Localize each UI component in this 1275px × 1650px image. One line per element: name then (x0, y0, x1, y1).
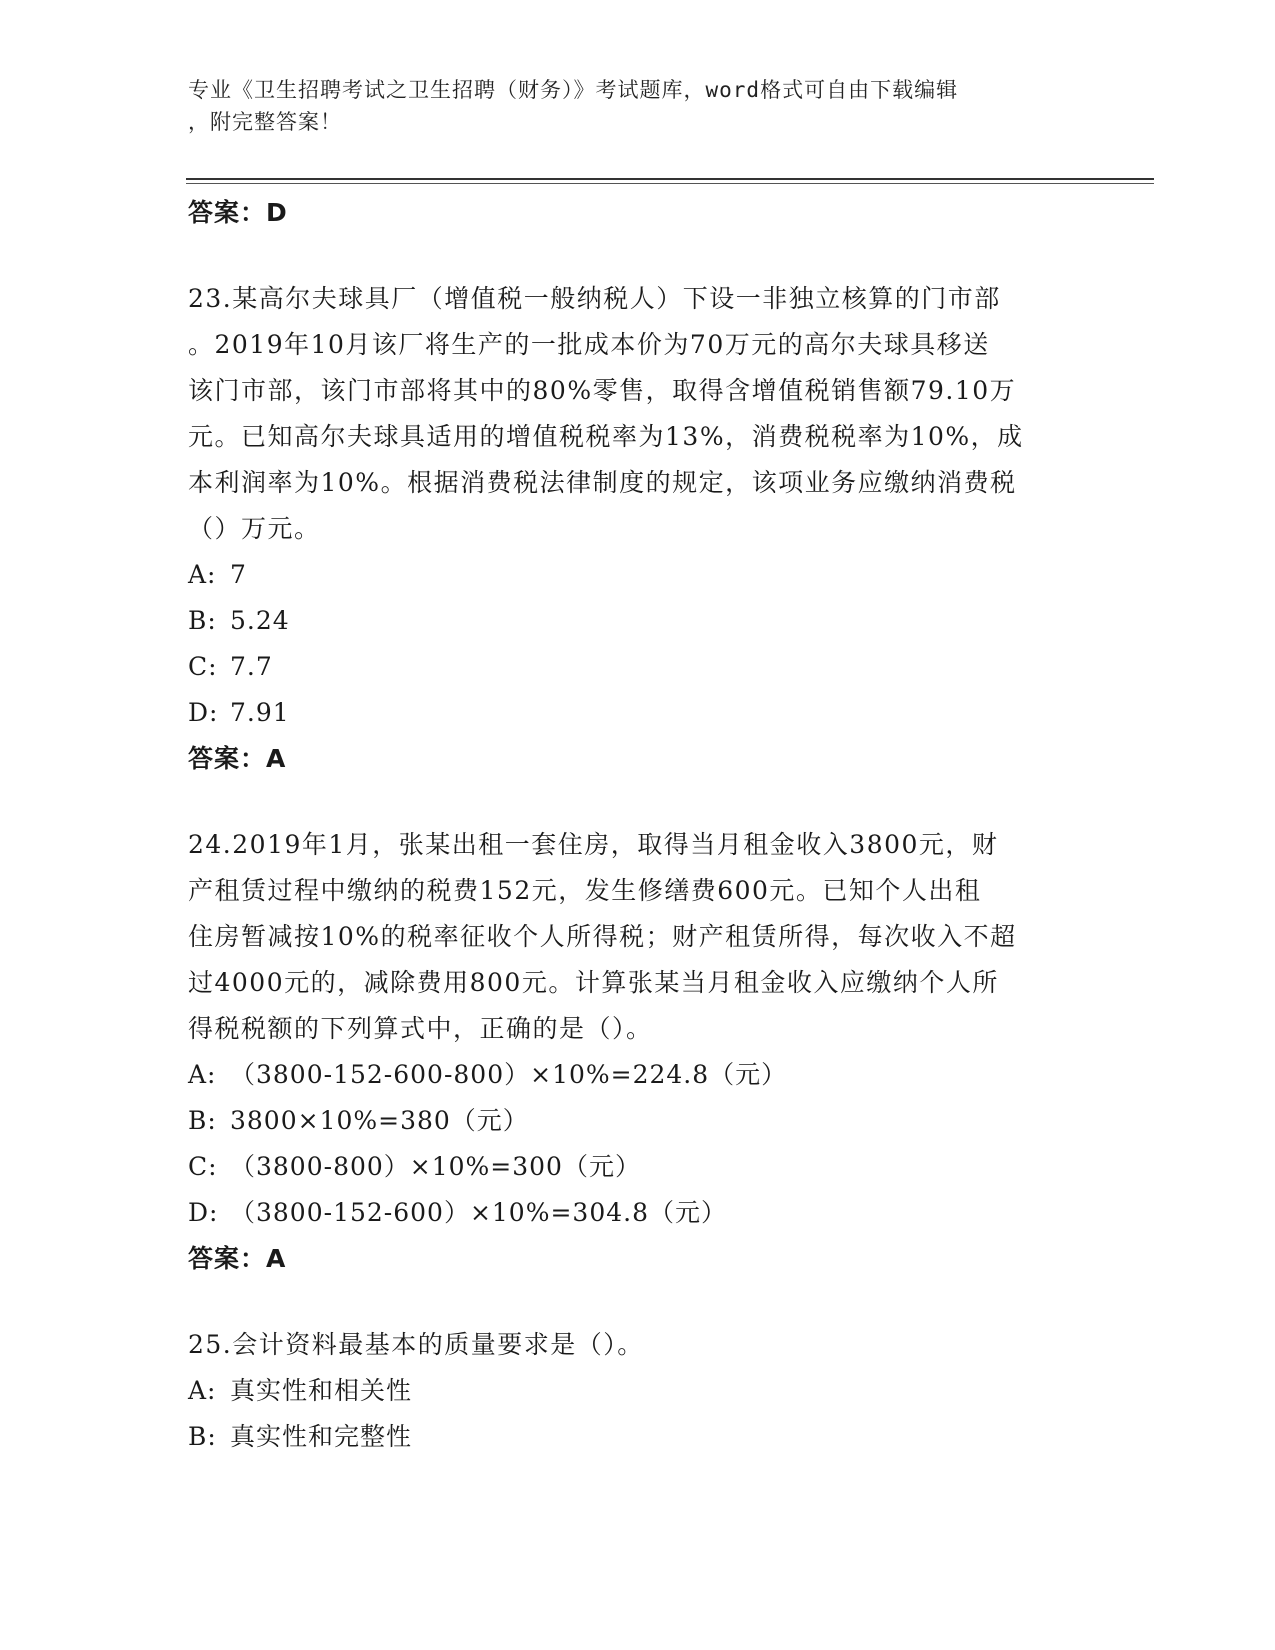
question-24-options (188, 1052, 1088, 1236)
question-25 (188, 1322, 1088, 1460)
question-25-options (188, 1368, 1088, 1460)
option-c (188, 1144, 1088, 1190)
option-letter: A: (188, 560, 217, 589)
question-list (188, 190, 1088, 1460)
option-b (188, 1414, 1088, 1460)
option-text: 7 (230, 560, 247, 589)
question-24-text (188, 822, 1088, 1052)
option-text: 真实性和相关性 (230, 1376, 413, 1405)
option-letter: A: (188, 1060, 217, 1089)
option-letter: B: (188, 1106, 217, 1135)
option-b (188, 1098, 1088, 1144)
question-line: 过4000元的，减除费用800元。计算张某当月租金收入应缴纳个人所 (188, 968, 999, 997)
option-b (188, 598, 1088, 644)
question-line: 元。已知高尔夫球具适用的增值税税率为13%，消费税税率为10%，成 (188, 422, 1024, 451)
question-25-text (188, 1322, 1088, 1368)
option-text: （3800-152-600-800）×10%=224.8（元） (230, 1060, 788, 1089)
question-23 (188, 276, 1088, 782)
question-line: 得税税额的下列算式中，正确的是（）。 (188, 1014, 653, 1043)
option-letter: A: (188, 1376, 217, 1405)
question-line: 23.某高尔夫球具厂（增值税一般纳税人）下设一非独立核算的门市部 (188, 284, 1001, 313)
page-header (188, 74, 1088, 138)
option-d (188, 690, 1088, 736)
spacer (188, 1282, 1088, 1322)
question-23-answer: 答案：A (188, 744, 287, 773)
option-a (188, 1052, 1088, 1098)
question-line: 本利润率为10%。根据消费税法律制度的规定，该项业务应缴纳消费税 (188, 468, 1017, 497)
option-text: 7.7 (230, 652, 273, 681)
option-text: 3800×10%=380（元） (230, 1106, 529, 1135)
question-line: 该门市部，该门市部将其中的80%零售，取得含增值税销售额79.10万 (188, 376, 1017, 405)
spacer (188, 236, 1088, 276)
option-a (188, 1368, 1088, 1414)
question-line: 25.会计资料最基本的质量要求是（）。 (188, 1330, 644, 1359)
option-text: 7.91 (230, 698, 290, 727)
header-line-1: 专业《卫生招聘考试之卫生招聘（财务）》考试题库，word格式可自由下载编辑 (188, 78, 959, 102)
option-letter: B: (188, 606, 217, 635)
question-line: （）万元。 (188, 514, 321, 543)
question-line: 产租赁过程中缴纳的税费152元，发生修缮费600元。已知个人出租 (188, 876, 982, 905)
option-text: 真实性和完整性 (230, 1422, 413, 1451)
question-23-text (188, 276, 1088, 552)
question-24 (188, 822, 1088, 1282)
option-letter: D: (188, 698, 219, 727)
option-letter: D: (188, 1198, 219, 1227)
header-divider-thin (186, 183, 1154, 184)
option-text: （3800-800）×10%=300（元） (230, 1152, 641, 1181)
question-line: 。2019年10月该厂将生产的一批成本价为70万元的高尔夫球具移送 (188, 330, 990, 359)
header-divider-thick (186, 178, 1154, 180)
option-text: （3800-152-600）×10%=304.8（元） (230, 1198, 727, 1227)
option-a (188, 552, 1088, 598)
option-c (188, 644, 1088, 690)
option-letter: C: (188, 1152, 218, 1181)
option-text: 5.24 (230, 606, 290, 635)
option-d (188, 1190, 1088, 1236)
question-23-options (188, 552, 1088, 736)
header-line-2: ，附完整答案！ (188, 110, 342, 134)
spacer (188, 782, 1088, 822)
option-letter: C: (188, 652, 218, 681)
question-line: 24.2019年1月，张某出租一套住房，取得当月租金收入3800元，财 (188, 830, 999, 859)
question-24-answer: 答案：A (188, 1244, 287, 1273)
question-line: 住房暂减按10%的税率征收个人所得税；财产租赁所得，每次收入不超 (188, 922, 1017, 951)
previous-answer: 答案：D (188, 198, 288, 227)
option-letter: B: (188, 1422, 217, 1451)
